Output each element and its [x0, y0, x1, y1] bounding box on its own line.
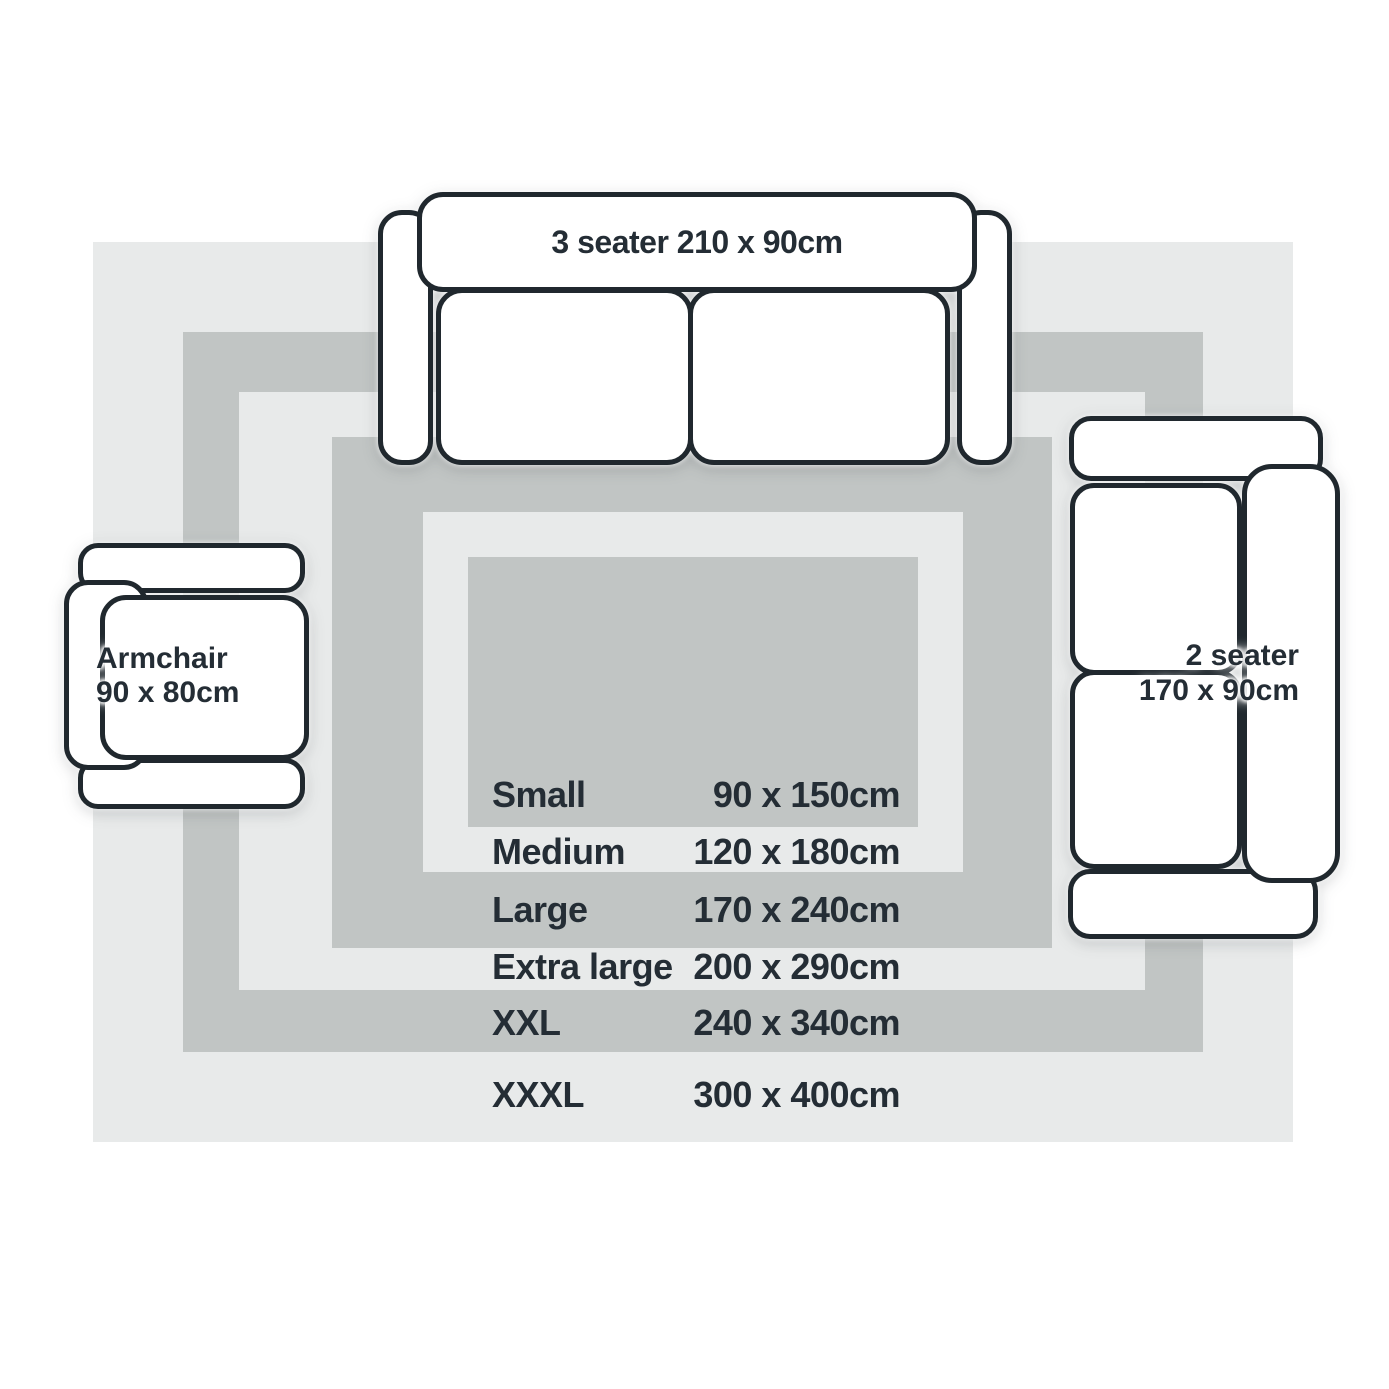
size-row-large: [492, 888, 900, 932]
rug-size-name: Large: [492, 889, 588, 930]
rug-size-name: Medium: [492, 831, 626, 872]
size-row-xxl: [492, 1001, 900, 1045]
sofa-backrest: [417, 192, 977, 292]
rug-size-name: Small: [492, 774, 586, 815]
rug-size-dimensions: 120 x 180cm: [693, 831, 900, 872]
three-seater-sofa: [378, 192, 1012, 465]
size-row-xxxl: [492, 1073, 900, 1117]
armchair: [64, 543, 309, 809]
sofa-cushion-left: [436, 288, 693, 465]
rug-size-dimensions: 200 x 290cm: [693, 946, 900, 987]
rug-size-dimensions: 90 x 150cm: [712, 774, 900, 815]
size-row-medium: [492, 830, 900, 874]
two-seater-sofa: [1068, 416, 1340, 939]
rug-size-name: Extra large: [492, 946, 673, 987]
two-seater-dimensions: 170 x 90cm: [1138, 674, 1299, 707]
size-row-extra-large: [492, 945, 900, 989]
rug-size-dimensions: 170 x 240cm: [693, 889, 900, 930]
rug-size-name: XXXL: [492, 1074, 585, 1115]
two-seater-label: [1139, 638, 1299, 708]
armchair-name: Armchair: [96, 642, 228, 675]
rug-size-name: XXL: [492, 1002, 561, 1043]
two-seater-name: 2 seater: [1185, 639, 1299, 672]
three-seater-label: 3 seater 210 x 90cm: [551, 223, 843, 260]
rug-size-dimensions: 240 x 340cm: [693, 1002, 900, 1043]
sofa-cushion-right: [688, 288, 950, 465]
rug-size-dimensions: 300 x 400cm: [693, 1074, 900, 1115]
armchair-label: [96, 642, 239, 710]
armchair-dimensions: 90 x 80cm: [96, 676, 240, 709]
size-row-small: [492, 773, 900, 817]
